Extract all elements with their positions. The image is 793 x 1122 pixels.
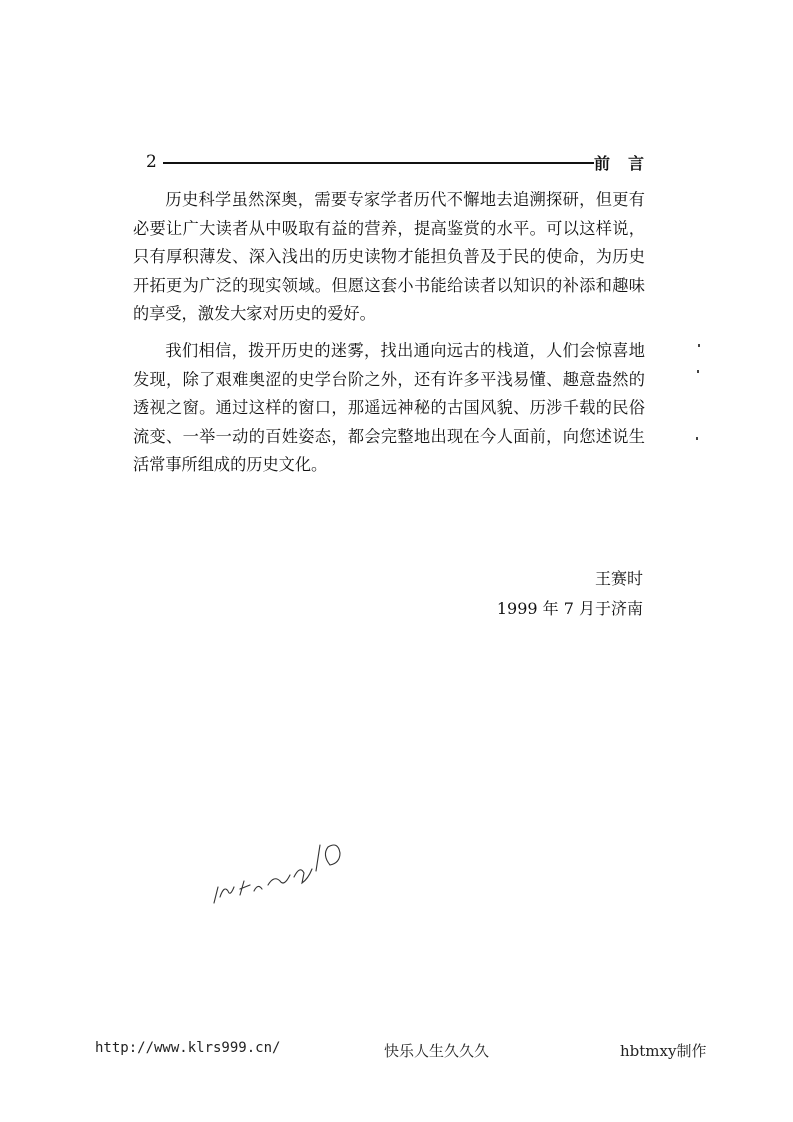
paragraph-2: 我们相信，拨开历史的迷雾，找出通向远古的栈道，人们会惊喜地发现，除了艰难奥涩的史学台阶之外，还有许多平浅易懂、趣意盎然的透视之窗。通过这样的窗口，那遥远神秘的古国风貌、历涉千载的民俗流变、一举一动的百姓姿态，都会完整地出现在今人面前，向您述说生活常事所组成的历史文化。 <box>133 340 645 475</box>
page-number: 2 <box>146 152 157 172</box>
footer-credit: hbtmxy制作 <box>620 1042 707 1060</box>
footer-center-text: 快乐人生久久久 <box>384 1042 490 1060</box>
footer-url-link[interactable]: http://www.klrs999.cn/ <box>95 1040 281 1056</box>
paragraph-1: 历史科学虽然深奥，需要专家学者历代不懈地去追溯探研，但更有必要让广大读者从中吸取有益的营养，提高鉴赏的水平。可以这样说，只有厚积薄发、深入浅出的历史读物才能担负普及于民的使命，为历史开拓更为广泛的现实领域。但愿这套小书能给读者以知识的补添和趣味的享受，激发大家对历史的爱好。 <box>133 190 645 324</box>
section-title: 前言 <box>593 153 662 173</box>
header-rule <box>163 162 594 164</box>
handwritten-scribble-icon <box>210 825 370 910</box>
scan-mark <box>697 370 699 373</box>
preface-body <box>133 186 645 480</box>
scan-mark <box>698 344 700 347</box>
page-footer <box>0 1040 793 1064</box>
date-place: 1999 年 7 月于济南 <box>496 599 643 618</box>
author-signature: 王赛时 <box>594 569 643 588</box>
scan-mark <box>696 437 698 440</box>
page-header <box>146 150 662 174</box>
